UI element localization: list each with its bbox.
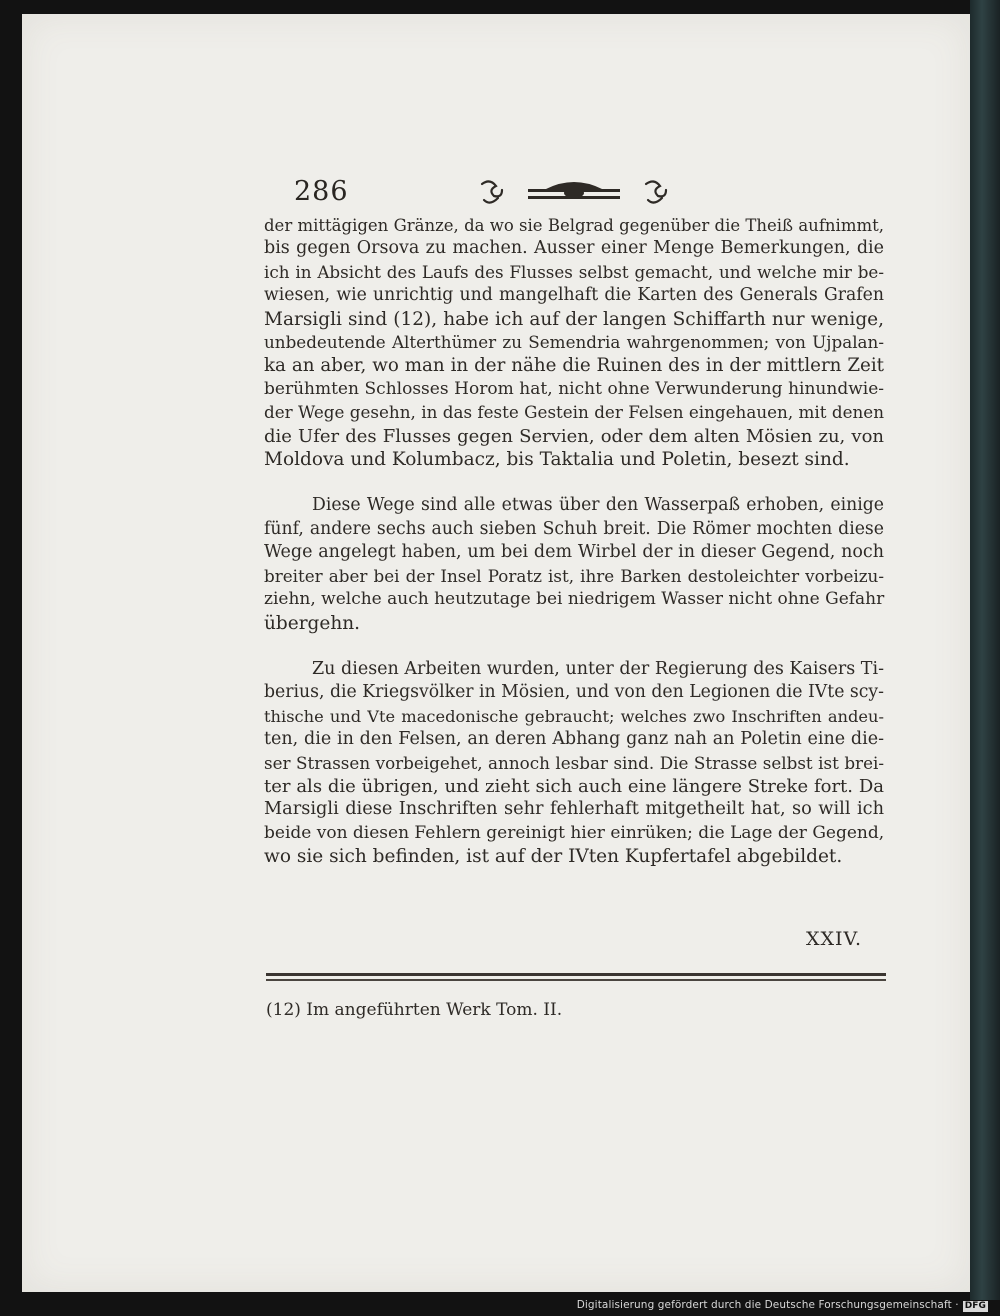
text-line: ser Strassen vorbeigehet, annoch lesbar sind. Die Strasse selbst ist brei- <box>264 752 884 773</box>
paragraph-3 <box>264 658 884 869</box>
text-line: ziehn, welche auch heutzutage bei niedrigem Wasser nicht ohne Gefahr <box>264 589 885 610</box>
text-line: der Wege gesehn, in das feste Gestein der Felsen eingehauen, mit denen <box>264 402 884 423</box>
text-line: ich in Absicht des Laufs des Flusses selbst gemacht, und welche mir be- <box>264 261 884 282</box>
text-line: Diese Wege sind alle etwas über den Wasserpaß erhoben, einige <box>312 495 884 516</box>
text-line: die Ufer des Flusses gegen Servien, oder dem alten Mösien zu, von <box>264 425 884 447</box>
page-header <box>264 170 884 214</box>
text-line: fünf, andere sechs auch sieben Schuh breit. Die Römer mochten diese <box>264 518 884 539</box>
text-line: Marsigli diese Inschriften sehr fehlerhaft mitgetheilt hat, so will ich <box>264 799 884 820</box>
text-line: ter als die übrigen, und zieht sich auch eine längere Streke fort. Da <box>264 775 884 797</box>
dfg-logo-icon: DFG <box>964 1301 986 1311</box>
text-line: übergehn. <box>264 612 361 634</box>
paragraph-1 <box>264 214 884 471</box>
text-line: beide von diesen Fehlern gereinigt hier einrüken; die Lage der Gegend, <box>264 822 885 843</box>
text-line: bis gegen Orsova zu machen. Ausser einer Menge Bemerkungen, die <box>264 238 884 259</box>
text-line: berius, die Kriegsvölker in Mösien, und von den Legionen die IVte scy- <box>264 682 884 703</box>
page-number: 286 <box>294 176 349 207</box>
text-line: wo sie sich befinden, ist auf der IVten Kupfertafel abgebildet. <box>264 846 843 868</box>
book-spine <box>970 0 1000 1300</box>
text-line: thische und Vte macedonische gebraucht; welches zwo Inschriften andeu- <box>264 706 884 726</box>
main-text <box>264 214 884 892</box>
text-line: wiesen, wie unrichtig und mangelhaft die Karten des Generals Grafen <box>264 285 884 306</box>
text-line: ten, die in den Felsen, an deren Abhang ganz nah an Poletin eine die- <box>264 729 884 750</box>
text-line: Wege angelegt haben, um bei dem Wirbel der in dieser Gegend, noch <box>264 542 884 563</box>
footnote: (12) Im angeführten Werk Tom. II. <box>266 1000 563 1020</box>
text-line: Marsigli sind (12), habe ich auf der langen Schiffarth nur wenige, <box>264 308 884 330</box>
text-line: Zu diesen Arbeiten wurden, unter der Regierung des Kaisers Ti- <box>312 658 884 679</box>
text-line: unbedeutende Alterthümer zu Semendria wahrgenommen; von Ujpalan- <box>264 332 884 353</box>
catchword: XXIV. <box>806 928 862 950</box>
digitization-credit <box>577 1299 988 1312</box>
text-line: Moldova und Kolumbacz, bis Taktalia und Poletin, besezt sind. <box>264 449 850 471</box>
footnote-rule <box>266 973 886 985</box>
text-line: breiter aber bei der Insel Poratz ist, ihre Barken destoleichter vorbeizu- <box>264 565 884 586</box>
text-line: berühmten Schlosses Horom hat, nicht ohne Verwunderung hinundwie- <box>264 378 884 399</box>
text-line: der mittägigen Gränze, da wo sie Belgrad gegenüber die Theiß aufnimmt, <box>264 216 884 235</box>
paragraph-2 <box>264 494 884 634</box>
ornament-vignette <box>474 176 674 210</box>
credit-text: Digitalisierung gefördert durch die Deutsche Forschungsgemeinschaft · <box>576 1299 959 1311</box>
text-line: ka an aber, wo man in der nähe die Ruinen des in der mittlern Zeit <box>264 355 884 377</box>
